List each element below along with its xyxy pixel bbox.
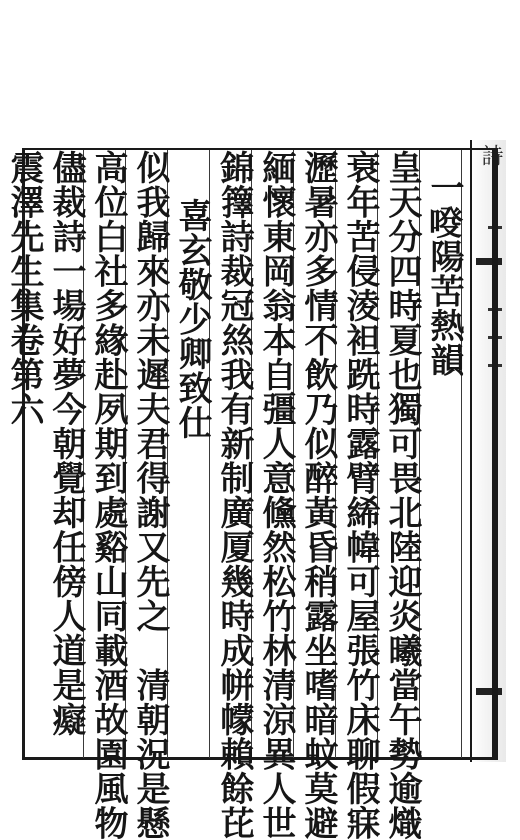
poem-title-column: 一𠷑陽苦熱韻 [424, 170, 464, 377]
volume-colophon-column: 震澤先生集卷第六 [4, 150, 44, 426]
text-column: 高位白社多緣赴夙期到處谿山同載酒故園風物 [88, 150, 128, 840]
poem-title-column: 喜玄敬少卿致仕 [172, 198, 212, 440]
text-column: 似我歸來亦未遲夫君得謝又先之 清朝況是懸 [130, 150, 170, 840]
fold-label: 詩 [478, 144, 503, 166]
text-column: 衰年苦侵淩袒跣時露臂絺幃可屋張竹床聊假寐 [340, 150, 380, 840]
text-column: 儘裁詩一場好夢今朝覺却任傍人道是癡 [46, 150, 86, 737]
text-column: 瀝暑亦多情不飲乃似醉黃昏稍露坐嗜暗蚊莫避 [298, 150, 338, 840]
text-column: 緬懷東岡翁本自彊人意儵然松竹林清涼異人世 [256, 150, 296, 840]
text-column: 錦籜詩裁冠𢇁我有新制廣厦幾時成帡幪賴餘芘 [214, 150, 254, 840]
text-column: 皇天分四時夏也獨可畏北陸迎炎曦當午勢逾熾 [382, 150, 422, 840]
